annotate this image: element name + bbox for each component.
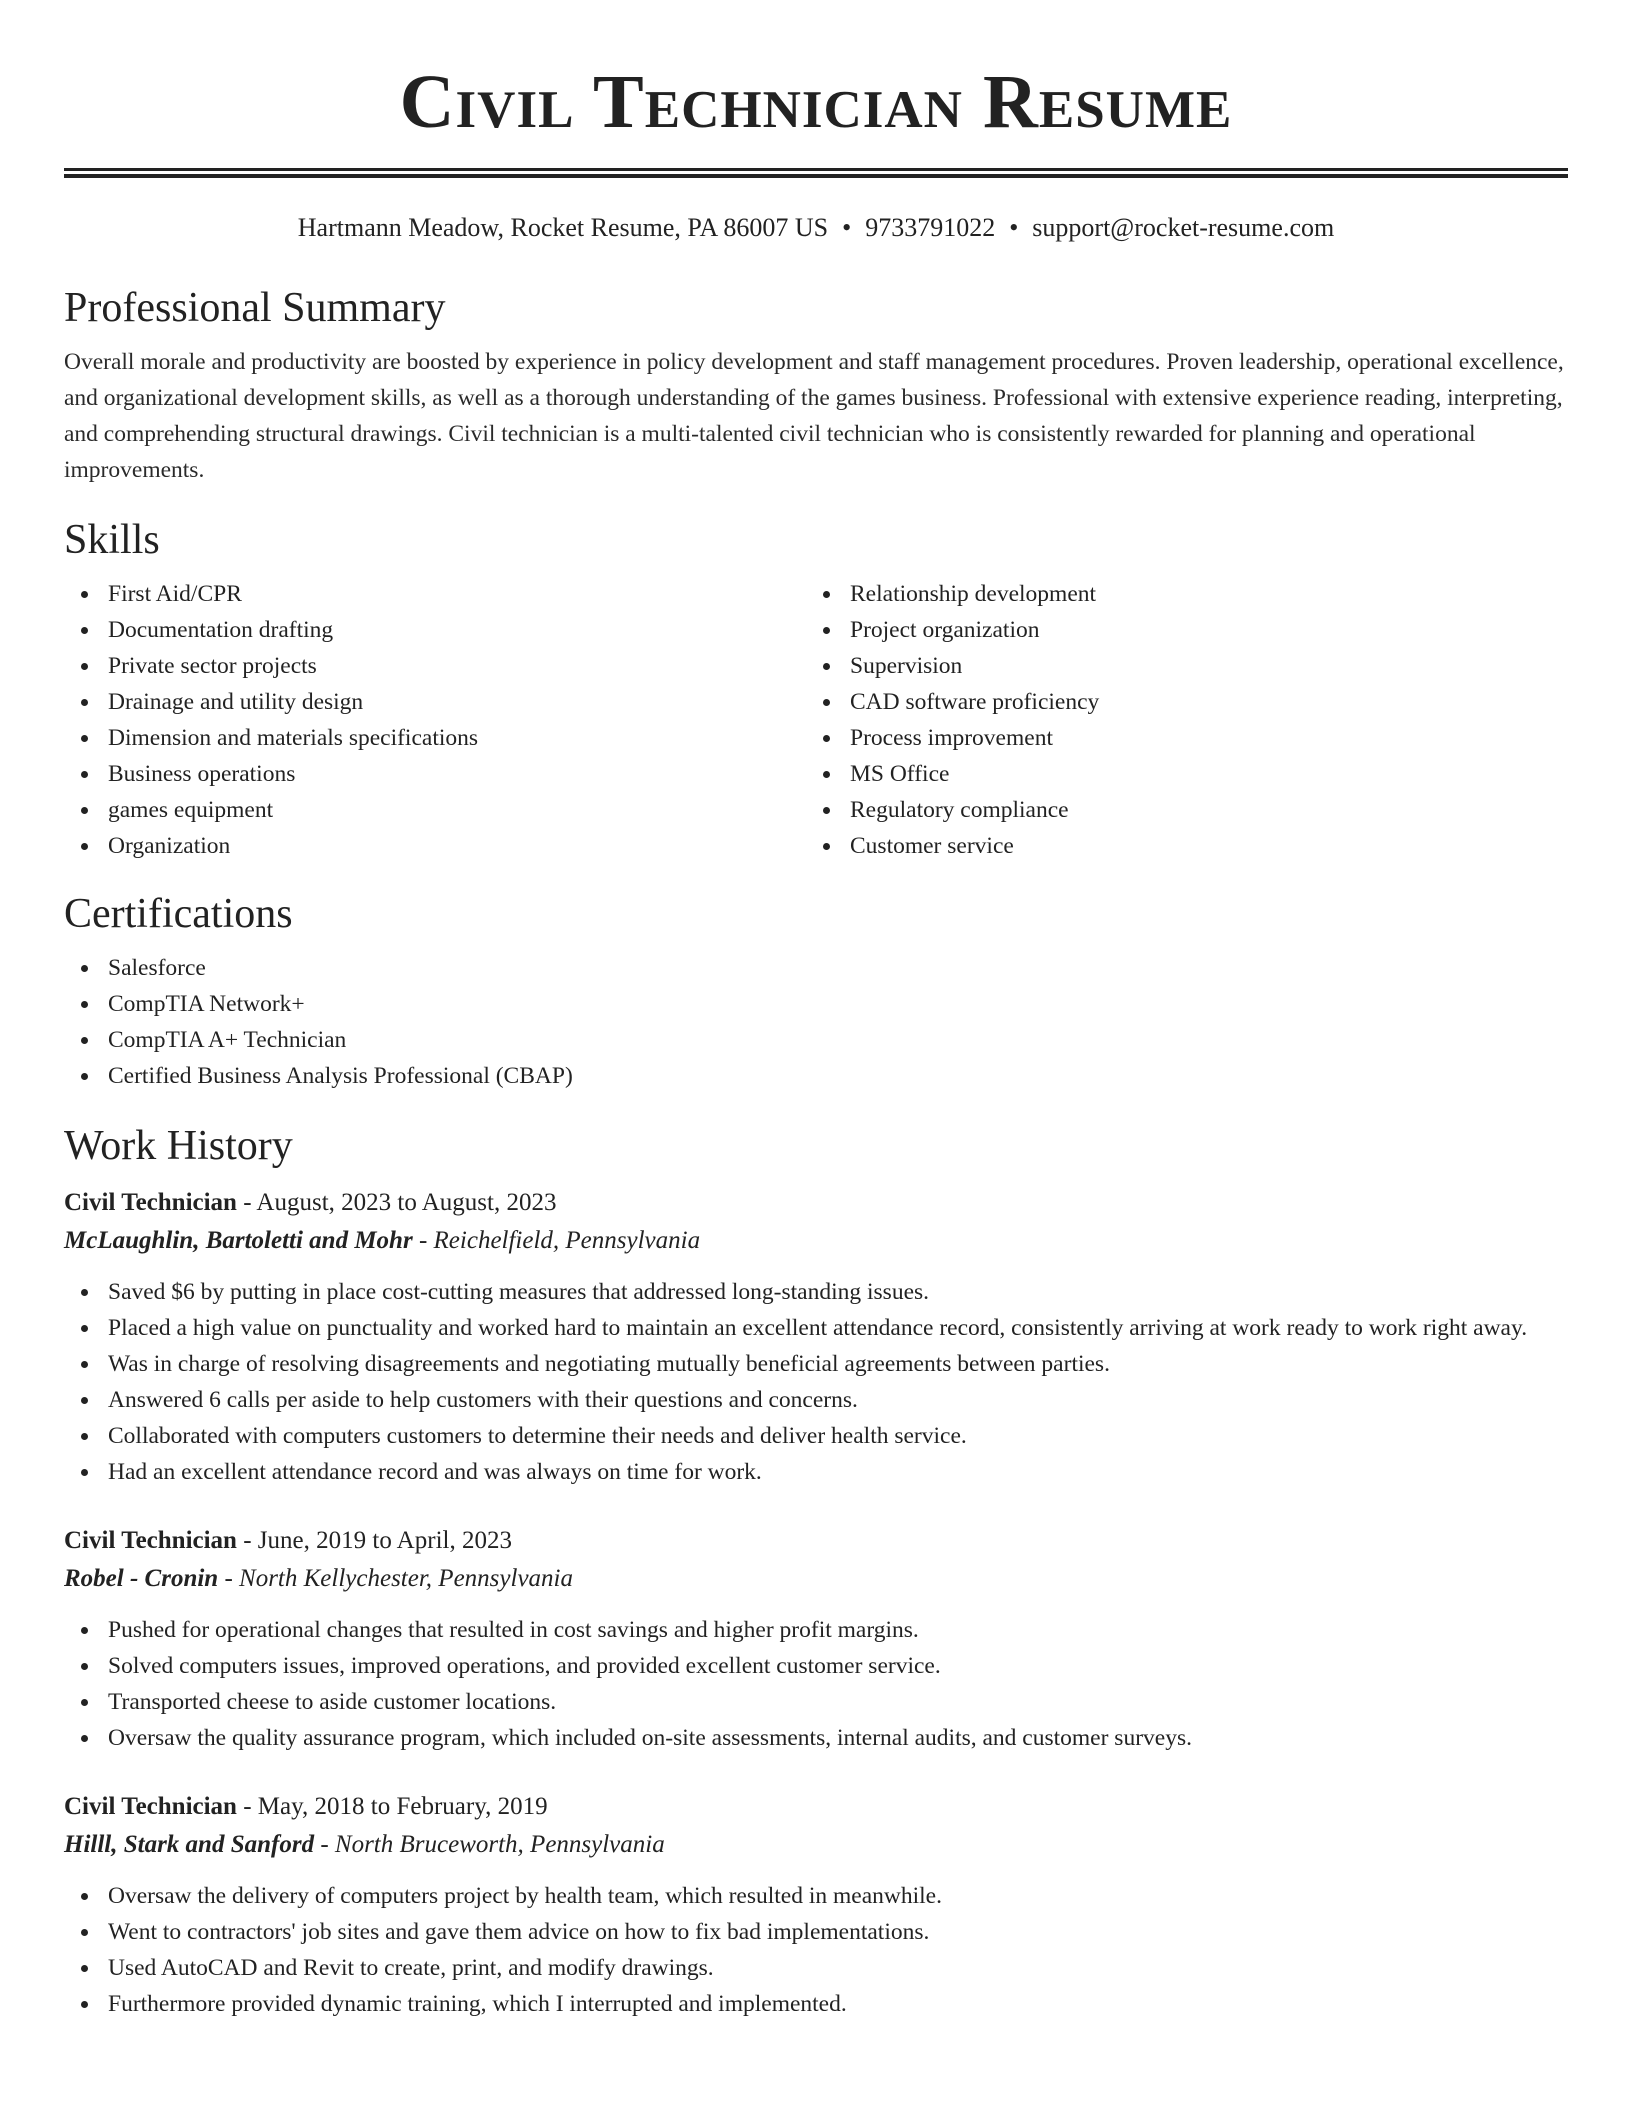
job-bullet: Collaborated with computers customers to determine their needs and deliver health service. xyxy=(64,1418,1568,1454)
job-header xyxy=(64,1184,1568,1222)
skill-item: Organization xyxy=(64,828,806,864)
skill-item: Drainage and utility design xyxy=(64,684,806,720)
skill-item: Relationship development xyxy=(806,576,1548,612)
job-entry xyxy=(64,1522,1568,1756)
job-bullet: Was in charge of resolving disagreements and negotiating mutually beneficial agreements between parties. xyxy=(64,1346,1568,1382)
job-dates: - May, 2018 to February, 2019 xyxy=(236,1793,548,1820)
job-dates: - August, 2023 to August, 2023 xyxy=(236,1189,557,1216)
skills-heading: Skills xyxy=(64,517,160,563)
job-company-line xyxy=(64,1222,1568,1260)
job-company: Robel - Cronin xyxy=(64,1565,219,1592)
job-header xyxy=(64,1788,1568,1826)
resume-page xyxy=(64,0,1568,2022)
job-entry xyxy=(64,1184,1568,1490)
job-company: McLaughlin, Bartoletti and Mohr xyxy=(64,1227,413,1254)
skill-item: Private sector projects xyxy=(64,648,806,684)
job-location: - Reichelfield, Pennsylvania xyxy=(412,1227,701,1254)
job-bullet: Oversaw the quality assurance program, which included on-site assessments, internal audits, and customer surveys. xyxy=(64,1720,1568,1756)
job-title: Civil Technician xyxy=(64,1527,237,1554)
skill-item: CAD software proficiency xyxy=(806,684,1548,720)
certifications-list xyxy=(64,950,1568,1094)
job-bullets xyxy=(64,1274,1568,1490)
summary-heading: Professional Summary xyxy=(64,285,446,331)
skill-item: games equipment xyxy=(64,792,806,828)
certification-item: CompTIA Network+ xyxy=(64,986,1568,1022)
job-bullet: Pushed for operational changes that resulted in cost savings and higher profit margins. xyxy=(64,1612,1568,1648)
resume-title: Civil Technician Resume xyxy=(399,60,1233,144)
job-company: Hilll, Stark and Sanford xyxy=(64,1831,315,1858)
title-divider xyxy=(64,168,1568,178)
skill-item: Regulatory compliance xyxy=(806,792,1548,828)
job-bullet: Went to contractors' job sites and gave them advice on how to fix bad implementations. xyxy=(64,1914,1568,1950)
skill-item: Business operations xyxy=(64,756,806,792)
summary-text: Overall morale and productivity are boosted by experience in policy development and staff management procedures. Proven leadership, operational excellence, and organizational development skills, as well as a thorough understanding of the games business. Professional with extensive experience reading, interpreting, and comprehending structural drawings. Civil technician is a multi-talented civil technician who is consistently rewarded for planning and operational improvements. xyxy=(64,349,1564,483)
contact-email: support@rocket-resume.com xyxy=(1032,213,1335,242)
job-title: Civil Technician xyxy=(64,1793,237,1820)
job-entry xyxy=(64,1788,1568,2022)
skill-item: Process improvement xyxy=(806,720,1548,756)
skill-item: Supervision xyxy=(806,648,1548,684)
certifications-heading: Certifications xyxy=(64,891,293,937)
job-bullet: Had an excellent attendance record and was always on time for work. xyxy=(64,1454,1568,1490)
certification-item: CompTIA A+ Technician xyxy=(64,1022,1568,1058)
skills-list-left xyxy=(64,576,806,864)
job-bullets xyxy=(64,1878,1568,2022)
job-bullet: Furthermore provided dynamic training, which I interrupted and implemented. xyxy=(64,1986,1568,2022)
skills-columns xyxy=(64,576,1568,864)
job-header xyxy=(64,1522,1568,1560)
contact-separator: • xyxy=(842,213,852,242)
job-bullet: Oversaw the delivery of computers project by health team, which resulted in meanwhile. xyxy=(64,1878,1568,1914)
contact-line xyxy=(64,212,1568,244)
job-company-line xyxy=(64,1560,1568,1598)
job-company-line xyxy=(64,1826,1568,1864)
job-bullet: Transported cheese to aside customer locations. xyxy=(64,1684,1568,1720)
job-bullets xyxy=(64,1612,1568,1756)
skill-item: MS Office xyxy=(806,756,1548,792)
job-location: - North Bruceworth, Pennsylvania xyxy=(314,1831,665,1858)
skills-list-right xyxy=(806,576,1548,864)
contact-phone: 9733791022 xyxy=(865,213,996,242)
job-bullet: Placed a high value on punctuality and worked hard to maintain an excellent attendance record, consistently arriving at work ready to work right away. xyxy=(64,1310,1568,1346)
skill-item: First Aid/CPR xyxy=(64,576,806,612)
certification-item: Salesforce xyxy=(64,950,1568,986)
contact-separator: • xyxy=(1009,213,1019,242)
skill-item: Project organization xyxy=(806,612,1548,648)
work-history-heading: Work History xyxy=(64,1123,293,1169)
certification-item: Certified Business Analysis Professional (CBAP) xyxy=(64,1058,1568,1094)
job-bullet: Solved computers issues, improved operations, and provided excellent customer service. xyxy=(64,1648,1568,1684)
skill-item: Documentation drafting xyxy=(64,612,806,648)
job-location: - North Kellychester, Pennsylvania xyxy=(218,1565,573,1592)
skill-item: Customer service xyxy=(806,828,1548,864)
job-bullet: Used AutoCAD and Revit to create, print, and modify drawings. xyxy=(64,1950,1568,1986)
skill-item: Dimension and materials specifications xyxy=(64,720,806,756)
job-bullet: Answered 6 calls per aside to help customers with their questions and concerns. xyxy=(64,1382,1568,1418)
contact-address: Hartmann Meadow, Rocket Resume, PA 86007 US xyxy=(297,213,829,242)
job-dates: - June, 2019 to April, 2023 xyxy=(236,1527,512,1554)
job-title: Civil Technician xyxy=(64,1189,237,1216)
job-bullet: Saved $6 by putting in place cost-cutting measures that addressed long-standing issues. xyxy=(64,1274,1568,1310)
